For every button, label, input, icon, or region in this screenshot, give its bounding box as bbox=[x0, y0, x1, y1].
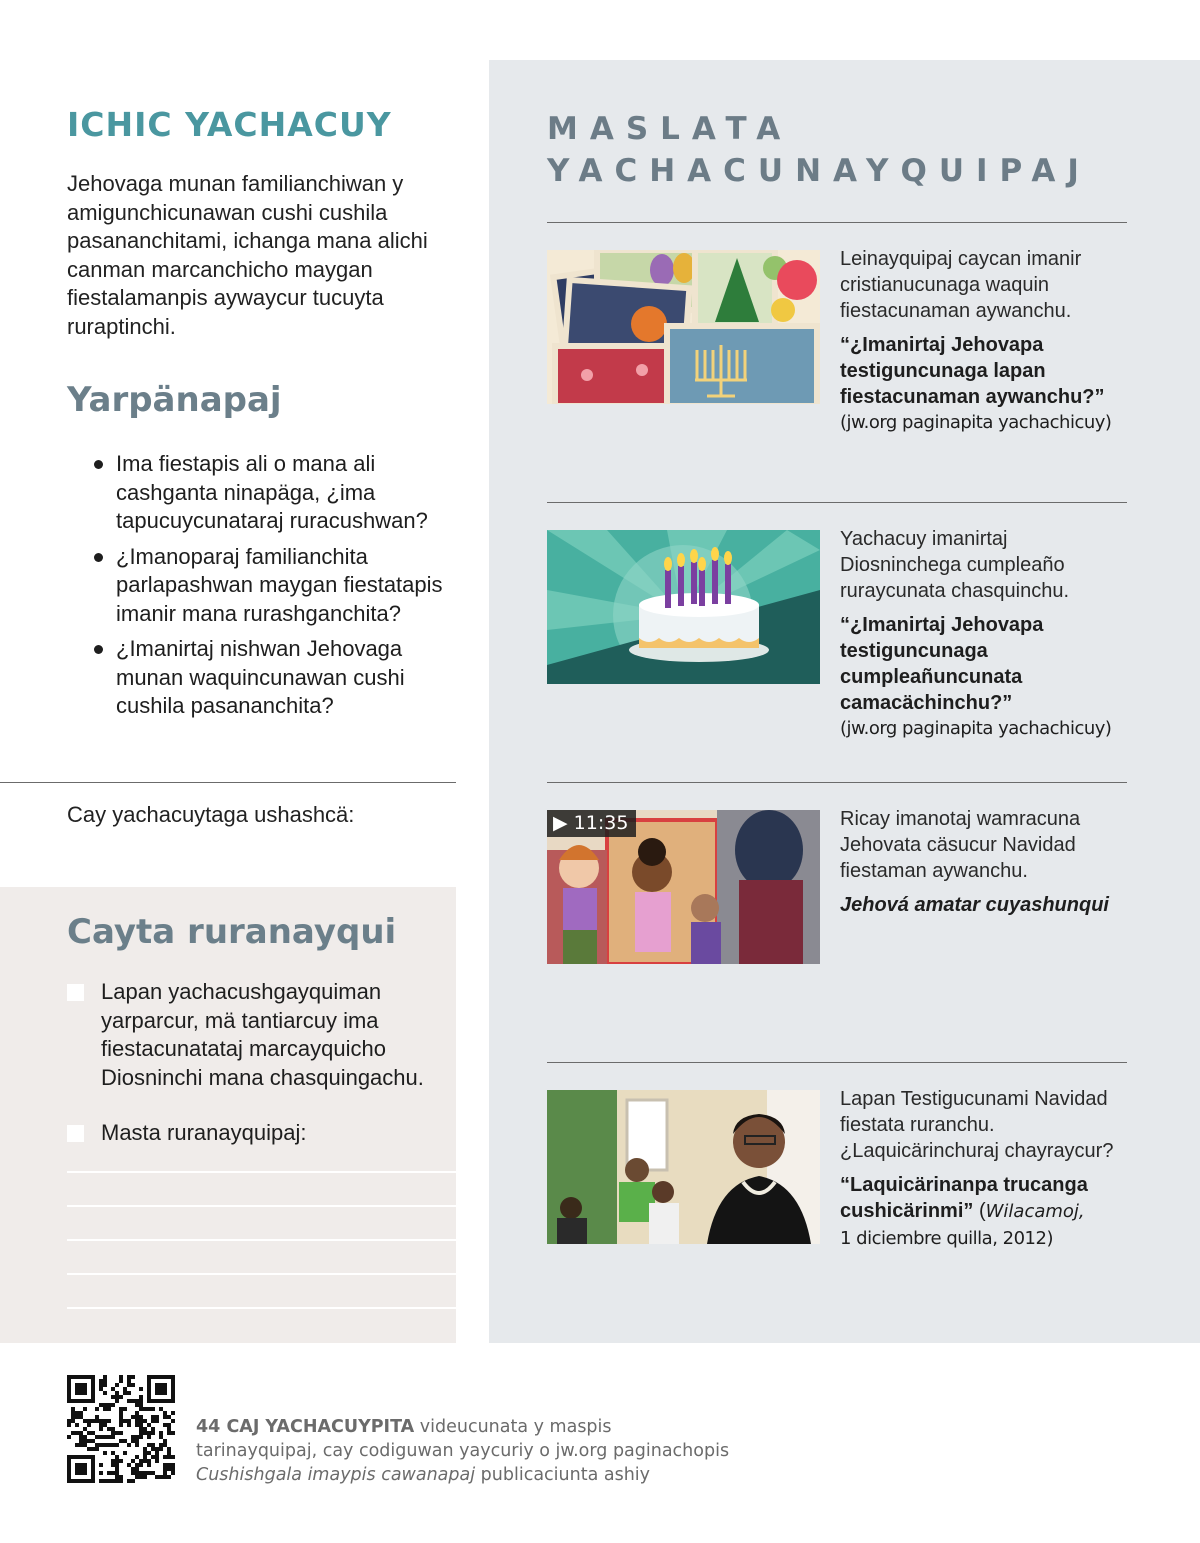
woman-portrait-image[interactable] bbox=[547, 1090, 820, 1244]
birthday-cake-image[interactable] bbox=[547, 530, 820, 684]
writing-line[interactable] bbox=[67, 1239, 456, 1241]
review-question: ¿Imanirtaj nishwan Jehovaga munan waquincunawan cushi cushila pasananchita? bbox=[90, 635, 460, 721]
resource-link-title[interactable]: “Laquicärinanpa trucanga cushicärinmi” bbox=[840, 1174, 1088, 1222]
intro-paragraph: Jehovaga munan familianchiwan y amigunchicunawan cushi cushila pasananchitami, ichanga mana alichi canman marcanchicho maygan fiestalamanpis aywaycur tucuyta ruraptinchi. bbox=[67, 171, 428, 339]
task-text: Lapan yachacushgayquiman yarparcur, mä tantiarcuy ima fiestacunatataj marcayquicho Diosninchi mana chasquingachu. bbox=[101, 979, 424, 1090]
footer-lesson-ref: 44 CAJ YACHACUYPITA bbox=[196, 1417, 415, 1437]
divider bbox=[547, 1062, 1127, 1063]
resource-text bbox=[840, 246, 1130, 436]
task-title: Cayta ruranayqui bbox=[67, 912, 397, 952]
footer-text-part: publicaciunta ashiy bbox=[475, 1465, 651, 1485]
divider bbox=[547, 782, 1127, 783]
lesson-title: ICHIC YACHACUY bbox=[67, 105, 392, 144]
resource-source: (jw.org paginapita yachachicuy) bbox=[840, 412, 1112, 433]
writing-line[interactable] bbox=[67, 1171, 456, 1173]
writing-line[interactable] bbox=[67, 1273, 456, 1275]
resource-link-title[interactable]: “¿Imanirtaj Jehovapa testiguncunaga lapan fiestacunaman aywanchu?” bbox=[840, 334, 1105, 408]
checkbox-icon[interactable] bbox=[67, 1125, 84, 1142]
resource-text bbox=[840, 526, 1130, 742]
resource-citation bbox=[840, 1172, 1130, 1252]
task-item bbox=[67, 978, 437, 1092]
studied-label: Cay yachacuytaga ushashcä: bbox=[67, 802, 355, 827]
qr-code-icon[interactable] bbox=[67, 1375, 175, 1483]
resource-link-title[interactable]: Jehová amatar cuyashunqui bbox=[840, 894, 1109, 916]
footer-text bbox=[196, 1415, 736, 1487]
resource-link-title[interactable]: “¿Imanirtaj Jehovapa testiguncunaga cumpleañuncunata camacächinchu?” bbox=[840, 614, 1044, 714]
more-title: MASLATA YACHACUNAYQUIPAJ bbox=[547, 111, 1091, 189]
task-text: Masta ruranayquipaj: bbox=[101, 1120, 307, 1145]
resource-description: Leinayquipaj caycan imanir cristianucunaga waquin fiestacunaman aywanchu. bbox=[840, 248, 1082, 322]
divider bbox=[0, 782, 456, 783]
resource-description: Ricay imanotaj wamracuna Jehovata cäsucur Navidad fiestaman aywanchu. bbox=[840, 808, 1081, 882]
play-icon: ▶ bbox=[553, 812, 568, 834]
resource-source-open: ( bbox=[973, 1200, 986, 1222]
review-title: Yarpänapaj bbox=[67, 380, 282, 420]
video-duration-badge bbox=[547, 810, 636, 837]
video-duration: 11:35 bbox=[573, 812, 629, 834]
divider bbox=[547, 222, 1127, 223]
resource-description: Yachacuy imanirtaj Diosninchega cumpleaño ruraycunata chasquinchu. bbox=[840, 528, 1070, 602]
review-question: Ima fiestapis ali o mana ali cashganta ninapäga, ¿ima tapucuycunataraj ruracushwan? bbox=[90, 450, 460, 536]
resource-source-title: Wilacamoj, bbox=[985, 1201, 1085, 1222]
checkbox-icon[interactable] bbox=[67, 984, 84, 1001]
footer-publication-title[interactable]: Cushishgala imaypis cawanapaj bbox=[196, 1465, 476, 1485]
footer-text-part: videucunata y maspis tarinayquipaj, cay codiguwan yaycuriy o jw.org paginachopis bbox=[196, 1417, 730, 1461]
review-questions bbox=[90, 450, 460, 728]
writing-line[interactable] bbox=[67, 1307, 456, 1309]
children-video-image[interactable] bbox=[547, 810, 820, 964]
resource-source: (jw.org paginapita yachachicuy) bbox=[840, 718, 1112, 739]
task-item bbox=[67, 1119, 437, 1148]
resource-text bbox=[840, 1086, 1130, 1252]
holiday-collage-image[interactable] bbox=[547, 250, 820, 404]
resource-source-date: 1 diciembre quilla, 2012) bbox=[840, 1228, 1053, 1249]
resource-text bbox=[840, 806, 1130, 918]
divider bbox=[547, 502, 1127, 503]
writing-line[interactable] bbox=[67, 1205, 456, 1207]
review-question: ¿Imanoparaj familianchita parlapashwan maygan fiestatapis imanir mana rurashganchita? bbox=[90, 543, 460, 629]
resource-description: Lapan Testigucunami Navidad fiestata ruranchu. ¿Laquicärinchuraj chayraycur? bbox=[840, 1088, 1114, 1162]
